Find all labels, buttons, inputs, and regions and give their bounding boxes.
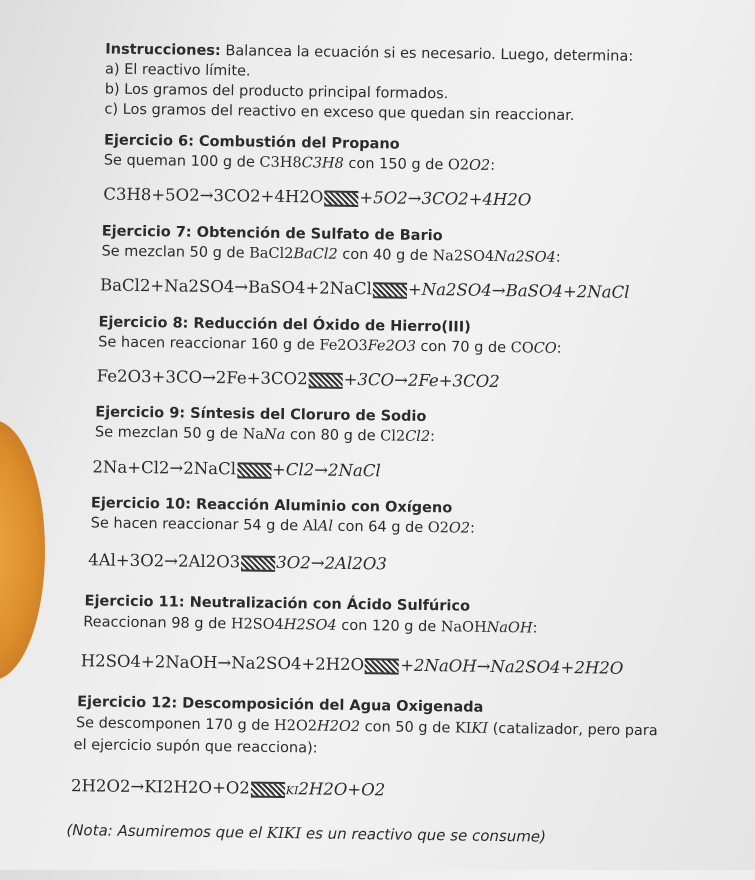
instruction-a: a) El reactivo límite. [104, 61, 251, 80]
exercise-12-statement-cont: el ejercicio supón que reacciona): [73, 737, 318, 757]
exercise-12-statement: Se descomponen 170 g de H2O2H2O2 con 50 g de KIKI (catalizador, pero para [75, 715, 658, 740]
instructions-line: Instrucciones: Balancea la ecuación si es necesario. Luego, determina: [105, 41, 634, 65]
exercise-6-statement: Se queman 100 g de C3H8C3H8 con 150 g de O2O2: [103, 152, 496, 174]
exercise-9-equation: 2Na+Cl2→2NaCl +Cl2→2NaCl [92, 457, 381, 481]
exercise-7-title: Ejercicio 7: Obtención de Sulfato de Bario [101, 223, 443, 245]
exercise-7-statement: Se mezclan 50 g de BaCl2BaCl2 con 40 g de Na2SO4Na2SO4: [101, 243, 561, 266]
exercise-10-title: Ejercicio 10: Reacción Aluminio con Oxígeno [90, 495, 453, 517]
scribble-mark [309, 372, 343, 388]
exercise-11-equation: H2SO4+2NaOH→Na2SO4+2H2O +2NaOH→Na2SO4+2H2O [80, 651, 624, 678]
exercise-12-equation: 2H2O2→KI2H2O+O2 KI2H2O+O2 [70, 776, 386, 800]
exercise-11-title: Ejercicio 11: Neutralización con Ácido Sulfúrico [84, 593, 471, 615]
exercise-9-title: Ejercicio 9: Síntesis del Cloruro de Sodio [95, 404, 427, 425]
exercise-7-equation: BaCl2+Na2SO4→BaSO4+2NaCl +Na2SO4→BaSO4+2NaCl [99, 275, 630, 302]
exercise-8-title: Ejercicio 8: Reducción del Óxido de Hierro(III) [98, 314, 471, 336]
scribble-mark [365, 658, 399, 674]
exercise-10-statement: Se hacen reaccionar 54 g de AlAl con 64 g de O2O2: [90, 515, 476, 537]
scribble-mark [324, 190, 358, 206]
instruction-c: c) Los gramos del reactivo en exceso que quedan sin reaccionar. [104, 101, 575, 125]
exercise-11-statement: Reaccionan 98 g de H2SO4H2SO4 con 120 g de NaOHNaOH: [83, 614, 538, 637]
exercise-10-equation: 4Al+3O2→2Al2O3 3O2→2Al2O3 [88, 550, 387, 574]
exercise-6-title: Ejercicio 6: Combustión del Propano [103, 132, 400, 153]
note: (Nota: Asumiremos que el KIKI es un reactivo que se consume) [66, 821, 547, 846]
exercise-8-statement: Se hacen reaccionar 160 g de Fe2O3Fe2O3 con 70 g de COCO: [98, 334, 562, 357]
scribble-mark [251, 781, 285, 797]
exercise-8-equation: Fe2O3+3CO→2Fe+3CO2 +3CO→2Fe+3CO2 [96, 366, 500, 392]
scribble-mark [373, 282, 407, 298]
exercise-12-title: Ejercicio 12: Descomposición del Agua Oxigenada [77, 694, 484, 716]
exercise-9-statement: Se mezclan 50 g de NaNa con 80 g de Cl2Cl2: [94, 424, 436, 446]
scribble-mark [241, 555, 275, 571]
exercise-6-equation: C3H8+5O2→3CO2+4H2O +5O2→3CO2+4H2O [103, 184, 532, 210]
instruction-b: b) Los gramos del producto principal formados. [104, 81, 449, 103]
scribble-mark [237, 462, 271, 478]
